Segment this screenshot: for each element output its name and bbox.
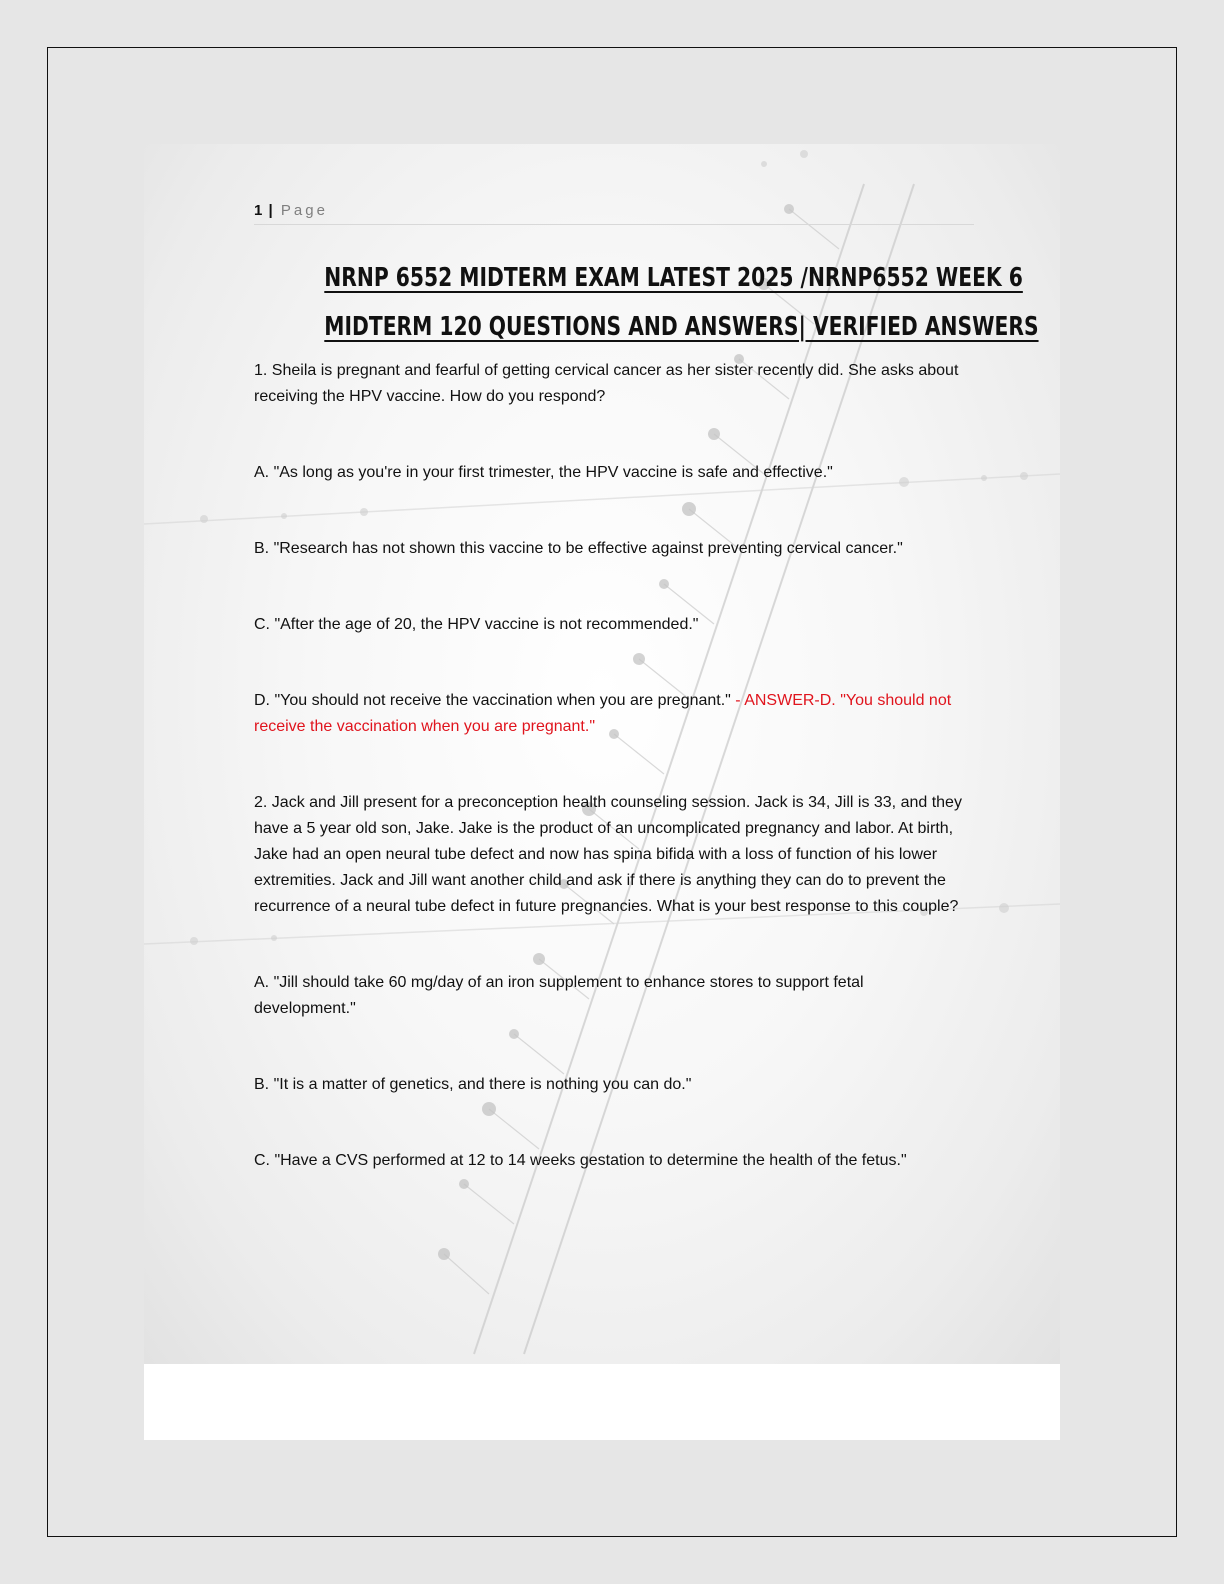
question-1-option-c: C. "After the age of 20, the HPV vaccine is not recommended." xyxy=(254,616,699,633)
question-2-stem: 2. Jack and Jill present for a preconception health counseling session. Jack is 34, Jill is 33, and they have a 5 year old son, Jake. Jake is the product of an uncomplicated pregnancy and labor. At birth, Jake had an open neural tube defect and now has spina bifida with a loss of function of his lower extremities. Jack and Jill want another child and ask if there is anything they can do to prevent the recurrence of a neural tube defect in future pregnancies. What is your best response to this couple? xyxy=(254,794,962,915)
question-1-option-b: B. "Research has not shown this vaccine to be effective against preventing cervical cancer." xyxy=(254,540,903,557)
question-1-stem: 1. Sheila is pregnant and fearful of getting cervical cancer as her sister recently did. She asks about receiving the HPV vaccine. How do you respond? xyxy=(254,362,959,405)
page-number: 1 xyxy=(254,202,263,219)
page-header xyxy=(254,202,974,225)
question-1-option-a: A. "As long as you're in your first trimester, the HPV vaccine is safe and effective." xyxy=(254,464,833,481)
question-1-answer: - ANSWER-D. "You should not receive the vaccination when you are pregnant." xyxy=(254,692,952,735)
question-1-option-d-with-answer xyxy=(254,688,969,740)
page-label: Page xyxy=(280,202,328,219)
question-2-option-b: B. "It is a matter of genetics, and there is nothing you can do." xyxy=(254,1076,692,1093)
question-1-option-d: D. "You should not receive the vaccination when you are pregnant." xyxy=(254,692,731,709)
question-list xyxy=(254,358,969,1174)
header-separator: | xyxy=(268,202,273,219)
document-title xyxy=(324,254,1039,352)
question-2-option-c: C. "Have a CVS performed at 12 to 14 weeks gestation to determine the health of the fetus." xyxy=(254,1152,907,1169)
document-page xyxy=(144,144,1060,1440)
question-2-option-a: A. "Jill should take 60 mg/day of an iron supplement to enhance stores to support fetal development." xyxy=(254,974,864,1017)
title-line-2: MIDTERM 120 QUESTIONS AND ANSWERS| VERIFIED ANSWERS xyxy=(324,312,1039,342)
title-line-1: NRNP 6552 MIDTERM EXAM LATEST 2025 /NRNP6552 WEEK 6 xyxy=(324,263,1023,293)
